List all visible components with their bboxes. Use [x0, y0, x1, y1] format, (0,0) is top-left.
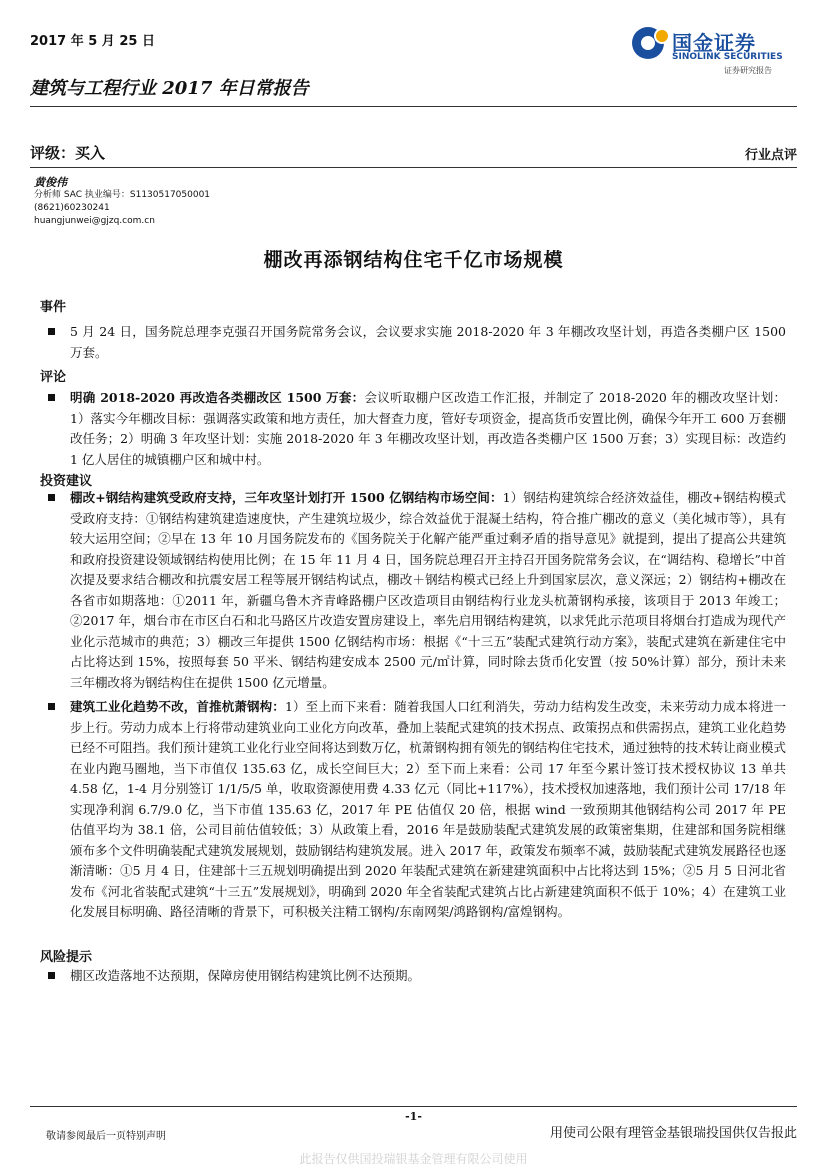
analyst-email: huangjunwei@gjzq.com.cn: [34, 216, 155, 226]
section-title-comment: 评论: [40, 370, 67, 385]
page-number: -1-: [405, 1110, 422, 1123]
footer-divider: [30, 1106, 797, 1107]
analyst-phone: (8621)60230241: [34, 203, 110, 213]
risk-text: 棚区改造落地不达预期，保障房使用钢结构建筑比例不达预期。: [70, 968, 421, 983]
footer-usage-note: 用使司公限有理管金基银瑞投国供仅告报此: [549, 1126, 797, 1141]
event-paragraph: [46, 322, 786, 363]
comment-paragraph: [46, 388, 786, 470]
rating-label: 评级：买入: [30, 144, 106, 162]
report-date: 2017 年 5 月 25 日: [30, 34, 155, 49]
logo-subtitle: 证券研究报告: [724, 66, 772, 75]
section-title-invest: 投资建议: [40, 474, 93, 489]
analyst-name: 黄俊伟: [34, 176, 67, 189]
section-title-event: 事件: [40, 300, 67, 315]
logo-chinese-name: 国金证券: [672, 31, 756, 55]
bullet-icon: [48, 703, 55, 710]
logo-dot-icon: [654, 28, 670, 44]
logo-english-name: SINOLINK SECURITIES: [672, 52, 783, 62]
report-series-title: 建筑与工程行业 2017 年日常报告: [30, 78, 309, 99]
analyst-license: 分析师 SAC 执业编号：S1130517050001: [34, 190, 211, 200]
invest-lead-2: 建筑工业化趋势不改，首推杭萧钢构：: [70, 699, 285, 714]
headline: 棚改再添钢结构住宅千亿市场规模: [263, 249, 564, 271]
bullet-icon: [48, 972, 55, 979]
invest-paragraph-2: [46, 697, 786, 923]
bullet-icon: [48, 328, 55, 335]
analyst-block: [34, 176, 210, 228]
risk-paragraph: [46, 966, 786, 987]
disclaimer-note: 敬请参阅最后一页特别声明: [46, 1131, 166, 1142]
comment-lead: 明确 2018-2020 再改造各类棚改区 1500 万套：: [70, 390, 365, 405]
rating-divider: [30, 167, 797, 168]
invest-text-1: 1）钢结构建筑综合经济效益佳，棚改+钢结构模式受政府支持：①钢结构建筑建造速度快，产生建筑垃圾少，综合效益优于混凝土结构，符合推广棚改的意义（美化城市等），具有较大运用空间；②早在 13 年 10 月国务院发布的《国务院关于化解产能严重过剩矛盾的指导意见》就提到，提出了提高公共建筑和政府投资建设领域钢结构使用比例；在 15 年 11 月 4 日，国务院总理召开主持召开国务院常务会议，在“调结构、稳增长”中首次提及要求结合棚改和抗震安居工程等展开钢结构试点，棚改＋钢结构模式已经上升到国家层次，意义深远；2）钢结构+棚改在各省市如期落地：①2011 年，新疆乌鲁木齐青峰路棚户区改造项目由钢结构行业龙头杭萧钢构承接，该项目于 2013 年竣工；②2017 年，烟台市在市区白石和北马路区片改造安置房建设上，率先启用钢结构建筑，以求凭此示范项目将烟台打造成为现代产业化示范城市的典范；3）棚改三年提供 1500 亿钢结构市场：根据《“十三五”装配式建筑行动方案》，装配式建筑在新建住宅中占比将达到 15%，按照每套 50 平米、钢结构建安成本 2500 元/㎡计算，同时除去货币化安置（按 50%计算）部分，预计未来三年棚改将为钢结构住在提供 1500 亿元增量。: [70, 490, 786, 690]
invest-text-2: 1）至上而下来看：随着我国人口红利消失，劳动力结构发生改变，未来劳动力成本将进一步上行。劳动力成本上行将带动建筑业向工业化方向改革，叠加上装配式建筑的技术拐点、政策拐点和供需拐点，建筑工业化趋势已经不可阻挡。我们预计建筑工业化行业空间将达到数万亿，杭萧钢构拥有领先的钢结构住宅技术，通过独特的技术转让商业模式在业内跑马圈地，当下市值仅 135.63 亿，成长空间巨大；2）至下而上来看：公司 17 年至今累计签订技术授权协议 13 单共 4.58 亿，1-4 月分别签订 1/1/5/5 单，收取资源使用费 4.33 亿元（同比+117%），技术授权加速落地，我们预计公司 17/18 年实现净利润 6.7/9.0 亿，当下市值 135.63 亿，2017 年 PE 估值仅 20 倍，根据 wind 一致预期其他钢结构公司 2017 年 PE 估值平均为 38.1 倍，公司目前估值较低；3）从政策上看，2016 年是鼓励装配式建筑发展的政策密集期，住建部和国务院相继颁布多个文件明确装配式建筑发展规划，鼓励钢结构建筑发展。进入 2017 年，政策发布频率不减，鼓励装配式建筑发展路径也逐渐清晰：①5 月 4 日，住建部十三五规划明确提出到 2020 年装配式建筑在新建建筑面积中占比将达到 15%；②5 月 5 日河北省发布《河北省装配式建筑“十三五”发展规划》，明确到 2020 年全省装配式建筑占比占新建建筑面积不低于 10%；4）在建筑工业化发展目标明确、路径清晰的背景下，可积极关注精工钢构/东南网架/鸿路钢构/富煌钢构。: [70, 699, 786, 919]
invest-paragraph-1: [46, 488, 786, 693]
section-title-risk: 风险提示: [40, 950, 93, 965]
bullet-icon: [48, 394, 55, 401]
watermark-text: 此报告仅供国投瑞银基金管理有限公司使用: [299, 1152, 528, 1166]
company-logo: [628, 24, 798, 80]
comment-text: 会议听取棚户区改造工作汇报，并制定了 2018-2020 年的棚改攻坚计划： 1）落实今年棚改目标：强调落实政策和地方责任，加大督查力度，管好专项资金，提高货币安置比例，确保今年开工 600 万套棚改任务；2）明确 3 年攻坚计划：实施 2018-2020 年 3 年棚改攻坚计划，再改造各类棚户区 1500 万套；3）实现目标：改造约 1 亿人居住的城镇棚户区和城中村。: [70, 390, 786, 467]
bullet-icon: [48, 494, 55, 501]
header-divider: [30, 106, 797, 107]
report-type: 行业点评: [744, 148, 797, 163]
invest-lead-1: 棚改+钢结构建筑受政府支持，三年攻坚计划打开 1500 亿钢结构市场空间：: [70, 490, 503, 505]
event-text: 5 月 24 日，国务院总理李克强召开国务院常务会议，会议要求实施 2018-2020 年 3 年棚改攻坚计划，再造各类棚户区 1500 万套。: [70, 324, 786, 360]
